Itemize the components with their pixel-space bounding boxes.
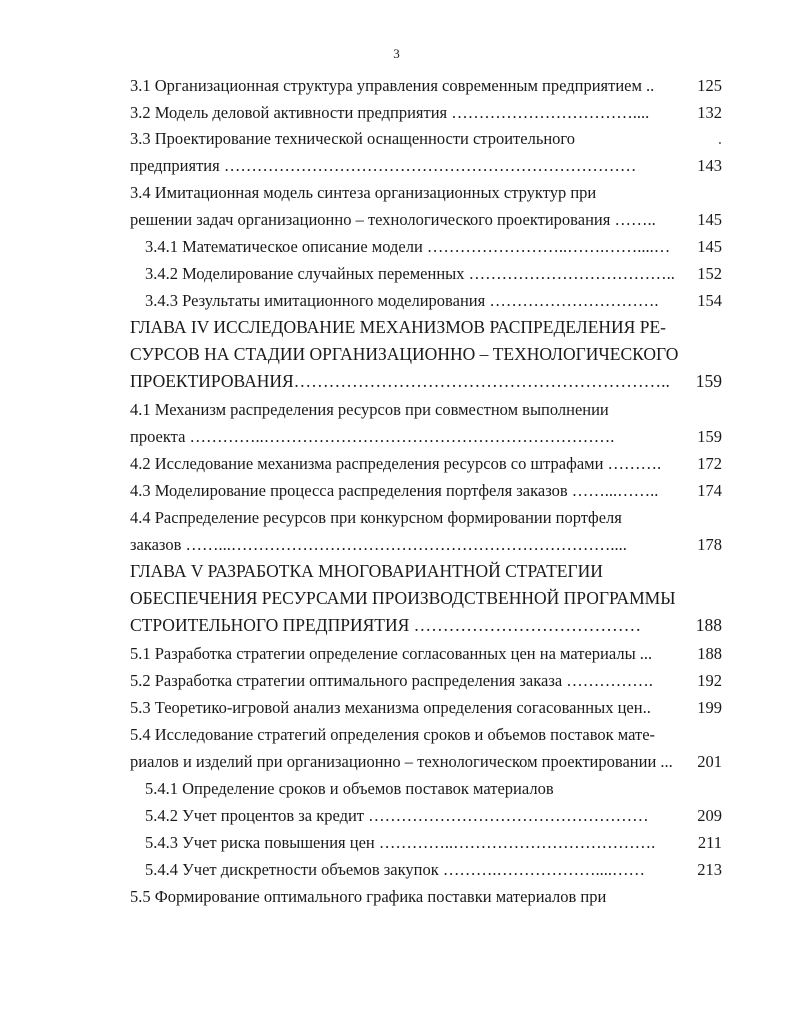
toc-entry — [145, 287, 722, 314]
toc-entry-title: 5.1 Разработка стратегии определение согласованных цен на материалы ... — [130, 644, 653, 663]
toc-entry-title: 3.4 Имитационная модель синтеза организационных структур при — [130, 183, 597, 202]
toc-entry-page: 172 — [697, 454, 722, 473]
chapter-heading — [130, 341, 722, 368]
toc-entry — [145, 775, 722, 802]
toc-entry — [130, 99, 722, 126]
toc-entry-title: предприятия ………………………………………………………………… — [130, 156, 637, 175]
toc-entry-page: 188 — [697, 644, 722, 663]
toc-entry-title: 3.4.3 Результаты имитационного моделирования …………………………. — [145, 291, 659, 310]
chapter-heading-text: ГЛАВА V РАЗРАБОТКА МНОГОВАРИАНТНОЙ СТРАТЕГИИ — [130, 561, 603, 581]
toc-entry-page: 125 — [697, 76, 722, 95]
toc-entry-title: решении задач организационно – технологического проектирования …….. — [130, 210, 656, 229]
toc-entry — [130, 206, 722, 233]
toc-entry-page: 192 — [697, 671, 722, 690]
toc-entry — [130, 504, 722, 531]
toc-entry-title: риалов и изделий при организационно – технологическом проектировании ... — [130, 752, 673, 771]
toc-entry-title: 5.4 Исследование стратегий определения сроков и объемов поставок мате- — [130, 725, 656, 744]
toc-entry-title: 5.4.4 Учет дискретности объемов закупок ……….………………....…… — [145, 860, 646, 879]
chapter-heading — [130, 585, 722, 612]
chapter-heading-text: СТРОИТЕЛЬНОГО ПРЕДПРИЯТИЯ ………………………………… — [130, 615, 642, 635]
toc-entry-page: 178 — [697, 535, 722, 554]
toc-entry-title: 4.4 Распределение ресурсов при конкурсном формировании портфеля — [130, 508, 622, 527]
toc-entry — [130, 179, 722, 206]
toc-entry-title: 5.2 Разработка стратегии оптимального распределения заказа ……………. — [130, 671, 653, 690]
toc-entry-page: 174 — [697, 481, 722, 500]
toc-entry — [145, 802, 722, 829]
toc-entry — [130, 450, 722, 477]
toc-entry-title: 5.4.3 Учет риска повышения цен …………..………………………………. — [145, 833, 656, 852]
chapter-heading-text: ПРОЕКТИРОВАНИЯ……………………………………………………….. — [130, 371, 670, 391]
toc-entry-title: 3.2 Модель деловой активности предприятия …………………………….... — [130, 103, 650, 122]
toc-entry-page: . — [717, 129, 722, 148]
toc-entry — [130, 694, 722, 721]
toc-entry — [130, 640, 722, 667]
toc-entry-page: 188 — [695, 615, 722, 635]
toc-entry-page: 154 — [697, 291, 722, 310]
toc-entry-title: проекта …………..………………………………………………………. — [130, 427, 615, 446]
toc-entry-title: 5.4.1 Определение сроков и объемов поставок материалов — [145, 779, 554, 798]
page-number: 3 — [393, 46, 400, 61]
chapter-heading-text: ОБЕСПЕЧЕНИЯ РЕСУРСАМИ ПРОИЗВОДСТВЕННОЙ ПРОГРАММЫ — [130, 588, 676, 608]
toc-entry — [130, 152, 722, 179]
chapter-heading — [130, 314, 722, 341]
toc-entry — [145, 233, 722, 260]
toc-entry-page: 209 — [697, 806, 722, 825]
toc-entry — [130, 667, 722, 694]
toc-entry-page: 132 — [697, 103, 722, 122]
chapter-heading — [130, 612, 722, 639]
toc-entry-page: 199 — [697, 698, 722, 717]
toc-entry — [130, 396, 722, 423]
toc-entry-page: 201 — [697, 752, 722, 771]
toc-entry — [145, 829, 722, 856]
toc-entry-page: 145 — [697, 237, 722, 256]
chapter-heading — [130, 368, 722, 395]
toc-entry-title: 5.5 Формирование оптимального графика поставки материалов при — [130, 887, 607, 906]
toc-entry — [130, 883, 722, 910]
toc-entry-title: 3.4.2 Моделирование случайных переменных ……………………………….. — [145, 264, 675, 283]
toc-entry — [130, 72, 722, 99]
toc-entry-page: 145 — [697, 210, 722, 229]
chapter-heading-text: СУРСОВ НА СТАДИИ ОРГАНИЗАЦИОННО – ТЕХНОЛОГИЧЕСКОГО — [130, 344, 679, 364]
toc-entry-title: 3.4.1 Математическое описание модели ……………………..…….……....… — [145, 237, 671, 256]
toc-entry-title: 5.3 Теоретико-игровой анализ механизма определения согасованных цен.. — [130, 698, 651, 717]
toc-entry-title: 4.1 Механизм распределения ресурсов при совместном выполнении — [130, 400, 609, 419]
toc-entry-title: 4.2 Исследование механизма распределения ресурсов со штрафами ………. — [130, 454, 662, 473]
toc-entry — [130, 423, 722, 450]
toc-entry-page: 211 — [697, 833, 722, 852]
toc-entry-page: 143 — [697, 156, 722, 175]
toc-entry-page: 152 — [697, 264, 722, 283]
chapter-heading-text: ГЛАВА IV ИССЛЕДОВАНИЕ МЕХАНИЗМОВ РАСПРЕДЕЛЕНИЯ РЕ- — [130, 317, 666, 337]
toc-entry-page: 159 — [697, 427, 722, 446]
toc-entry — [145, 856, 722, 883]
toc-entry — [130, 721, 722, 748]
toc-entry-title: 3.3 Проектирование технической оснащенности строительного — [130, 129, 576, 148]
toc-entry — [130, 125, 722, 152]
toc-entry-title: 5.4.2 Учет процентов за кредит …………………………………………… — [145, 806, 649, 825]
toc-entry-title: заказов ……...…………………………………………………………….... — [130, 535, 627, 554]
toc-entry-title: 3.1 Организационная структура управления современным предприятием .. — [130, 76, 655, 95]
toc-entry — [130, 748, 722, 775]
toc-entry-page: 213 — [697, 860, 722, 879]
toc-entry-title: 4.3 Моделирование процесса распределения портфеля заказов ……...…….. — [130, 481, 659, 500]
toc-entry — [130, 531, 722, 558]
toc-entry — [130, 477, 722, 504]
toc-entry-page: 159 — [695, 371, 722, 391]
toc-entry — [145, 260, 722, 287]
chapter-heading — [130, 558, 722, 585]
